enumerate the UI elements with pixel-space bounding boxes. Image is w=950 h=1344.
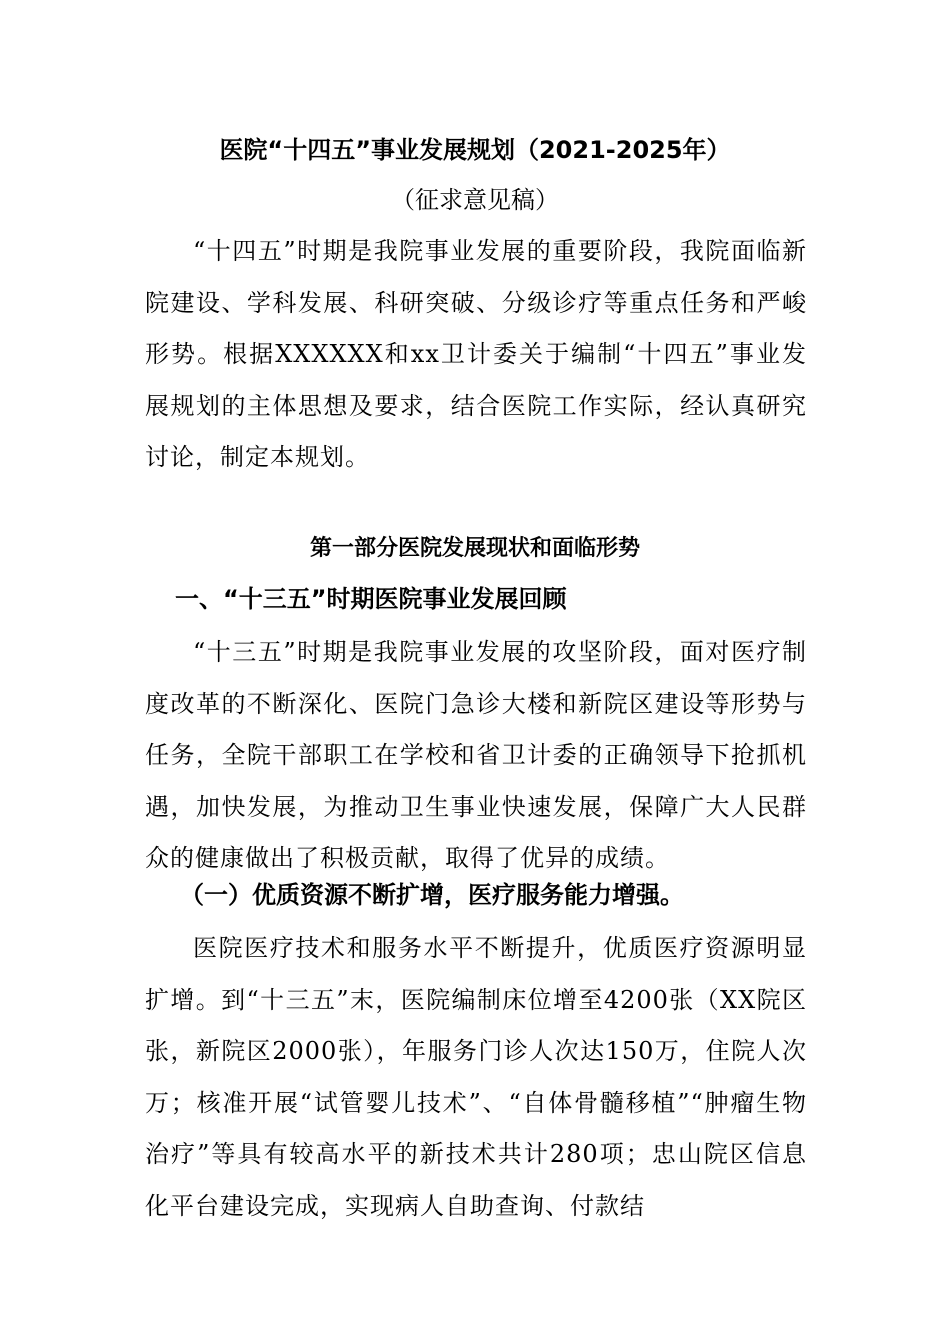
section-one-paragraph: “十三五”时期是我院事业发展的攻坚阶段，面对医疗制度改革的不断深化、医院门急诊大楼和新院区建设等形势与任务，全院干部职工在学校和省卫计委的正确领导下抢抓机遇，加快发展，为推动卫生事业快速发展，保障广大人民群众的健康做出了积极贡献，取得了优异的成绩。: [145, 638, 807, 873]
intro-paragraph: “十四五”时期是我院事业发展的重要阶段，我院面临新院建设、学科发展、科研突破、分级诊疗等重点任务和严峻形势。根据XXXXXX和xx卫计委关于编制“十四五”事业发展规划的主体思想及要求，结合医院工作实际，经认真研究讨论，制定本规划。: [145, 237, 807, 472]
document-subtitle: （征求意见稿）: [391, 186, 559, 214]
document-title: 医院“十四五”事业发展规划（2021-2025年）: [219, 136, 731, 164]
part-one-heading: 第一部分医院发展现状和面临形势: [309, 536, 640, 561]
section-one-heading: 一、“十三五”时期医院事业发展回顾: [175, 585, 567, 613]
subsection-one-paragraph: 医院医疗技术和服务水平不断提升，优质医疗资源明显扩增。到“十三五”末，医院编制床位增至4200张（XX院区张，新院区2000张），年服务门诊人次达150万，住院人次万；核准开展“试管婴儿技术”、“自体骨髓移植”“肿瘤生物治疗”等具有较高水平的新技术共计280项；忠山院区信息化平台建设完成，实现病人自助查询、付款结: [145, 934, 807, 1220]
subsection-one-heading: （一）优质资源不断扩增，医疗服务能力增强。: [180, 881, 684, 909]
